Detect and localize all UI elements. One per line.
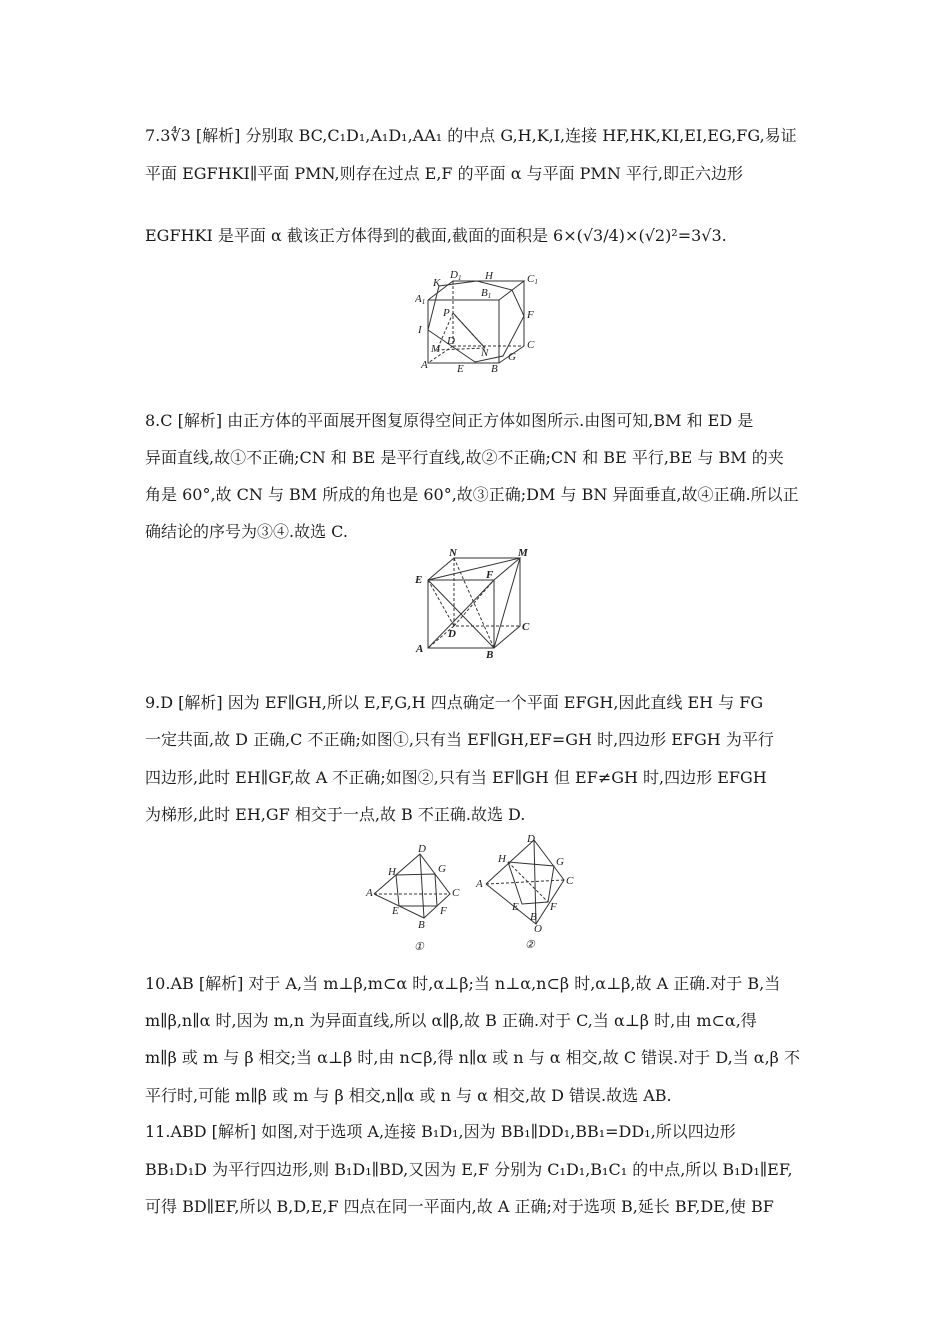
q9-line-4: 为梯形,此时 EH,GF 相交于一点,故 B 不正确.故选 D.: [145, 805, 526, 824]
figure-label-2: ②: [525, 939, 535, 951]
q8-line-1: 8.C [解析] 由正方体的平面展开图复原得空间正方体如图所示.由图可知,BM 和 ED 是: [145, 411, 754, 430]
svg-text:E: E: [415, 574, 423, 586]
q10-line-2: m∥β,n∥α 时,因为 m,n 为异面直线,所以 α∥β,故 B 正确.对于 C,当 α⊥β 时,由 m⊂α,得: [145, 1011, 757, 1030]
tetrahedron-figures: [362, 832, 592, 954]
svg-text:A: A: [421, 359, 428, 371]
svg-text:E: E: [392, 905, 399, 917]
svg-text:K: K: [433, 277, 441, 289]
cube-hexagon-figure: [415, 268, 545, 378]
svg-text:A1: A1: [415, 293, 426, 306]
q11-line-1: 11.ABD [解析] 如图,对于选项 A,连接 B₁D₁,因为 BB₁∥DD₁,BB₁=DD₁,所以四边形: [145, 1122, 736, 1141]
q7-line-1: 7.3∜3 [解析] 分别取 BC,C₁D₁,A₁D₁,AA₁ 的中点 G,H,K,I,连接 HF,HK,KI,EI,EG,FG,易证: [145, 126, 797, 145]
svg-text:D1: D1: [450, 269, 462, 282]
svg-text:B1: B1: [481, 287, 492, 300]
svg-text:A: A: [476, 878, 483, 890]
svg-text:M: M: [431, 343, 441, 355]
q9-line-2: 一定共面,故 D 正确,C 不正确;如图①,只有当 EF∥GH,EF=GH 时,四边形 EFGH 为平行: [145, 730, 774, 749]
svg-text:M: M: [518, 548, 528, 559]
svg-text:A: A: [416, 643, 424, 655]
q10-line-3: m∥β 或 m 与 β 相交;当 α⊥β 时,由 n⊂β,得 n∥α 或 n 与 α 相交,故 C 错误.对于 D,当 α,β 不: [145, 1048, 801, 1067]
svg-text:D: D: [448, 628, 456, 640]
svg-text:E: E: [512, 901, 519, 913]
svg-text:P: P: [443, 307, 450, 319]
svg-text:A: A: [366, 887, 373, 899]
svg-text:O: O: [534, 923, 542, 935]
q10-line-1: 10.AB [解析] 对于 A,当 m⊥β,m⊂α 时,α⊥β;当 n⊥α,n⊂β 时,α⊥β,故 A 正确.对于 B,当: [145, 974, 781, 993]
svg-text:G: G: [508, 351, 516, 363]
svg-text:C1: C1: [527, 273, 538, 286]
q8-line-4: 确结论的序号为③④.故选 C.: [145, 522, 348, 541]
svg-text:N: N: [481, 347, 489, 359]
figure-label-1: ①: [414, 941, 424, 953]
q9-line-1: 9.D [解析] 因为 EF∥GH,所以 E,F,G,H 四点确定一个平面 EFGH,因此直线 EH 与 FG: [145, 693, 764, 712]
svg-text:G: G: [438, 863, 446, 875]
svg-text:F: F: [527, 309, 534, 321]
q11-line-2: BB₁D₁D 为平行四边形,则 B₁D₁∥BD,又因为 E,F 分别为 C₁D₁,B₁C₁ 的中点,所以 B₁D₁∥EF,: [145, 1160, 793, 1179]
svg-text:F: F: [550, 901, 557, 913]
q8-line-2: 异面直线,故①不正确;CN 和 BE 是平行直线,故②不正确;CN 和 BE 平行,BE 与 BM 的夹: [145, 448, 784, 467]
svg-text:I: I: [418, 324, 422, 336]
q10-line-4: 平行时,可能 m∥β 或 m 与 β 相交,n∥α 或 n 与 α 相交,故 D 错误.故选 AB.: [145, 1086, 672, 1105]
svg-text:B: B: [530, 911, 537, 923]
svg-text:C: C: [527, 339, 535, 351]
svg-text:H: H: [498, 853, 506, 865]
svg-text:H: H: [485, 270, 493, 282]
q8-line-3: 角是 60°,故 CN 与 BM 所成的角也是 60°,故③正确;DM 与 BN 异面垂直,故④正确.所以正: [145, 485, 799, 504]
q7-line-2: 平面 EGFHKI∥平面 PMN,则存在过点 E,F 的平面 α 与平面 PMN 平行,即正六边形: [145, 164, 743, 183]
q9-line-3: 四边形,此时 EH∥GF,故 A 不正确;如图②,只有当 EF∥GH 但 EF≠GH 时,四边形 EFGH: [145, 768, 767, 787]
svg-text:D: D: [447, 335, 455, 347]
svg-text:E: E: [457, 363, 464, 375]
q7-line-3: EGFHKI 是平面 α 截该正方体得到的截面,截面的面积是 6×(√3/4)×(√2)²=3√3.: [145, 226, 727, 245]
svg-text:D: D: [418, 843, 426, 855]
svg-text:D: D: [527, 833, 535, 845]
q11-line-3: 可得 BD∥EF,所以 B,D,E,F 四点在同一平面内,故 A 正确;对于选项 B,延长 BF,DE,使 BF: [145, 1197, 774, 1216]
svg-text:C: C: [452, 887, 460, 899]
cube-net-figure: [412, 548, 542, 660]
svg-text:B: B: [486, 649, 494, 660]
svg-text:F: F: [486, 569, 494, 581]
svg-text:B: B: [418, 919, 425, 931]
svg-text:B: B: [491, 363, 498, 375]
svg-text:H: H: [388, 866, 396, 878]
svg-text:C: C: [566, 875, 574, 887]
svg-text:C: C: [522, 621, 530, 633]
svg-text:F: F: [440, 905, 447, 917]
svg-text:N: N: [449, 548, 457, 559]
svg-text:G: G: [556, 856, 564, 868]
